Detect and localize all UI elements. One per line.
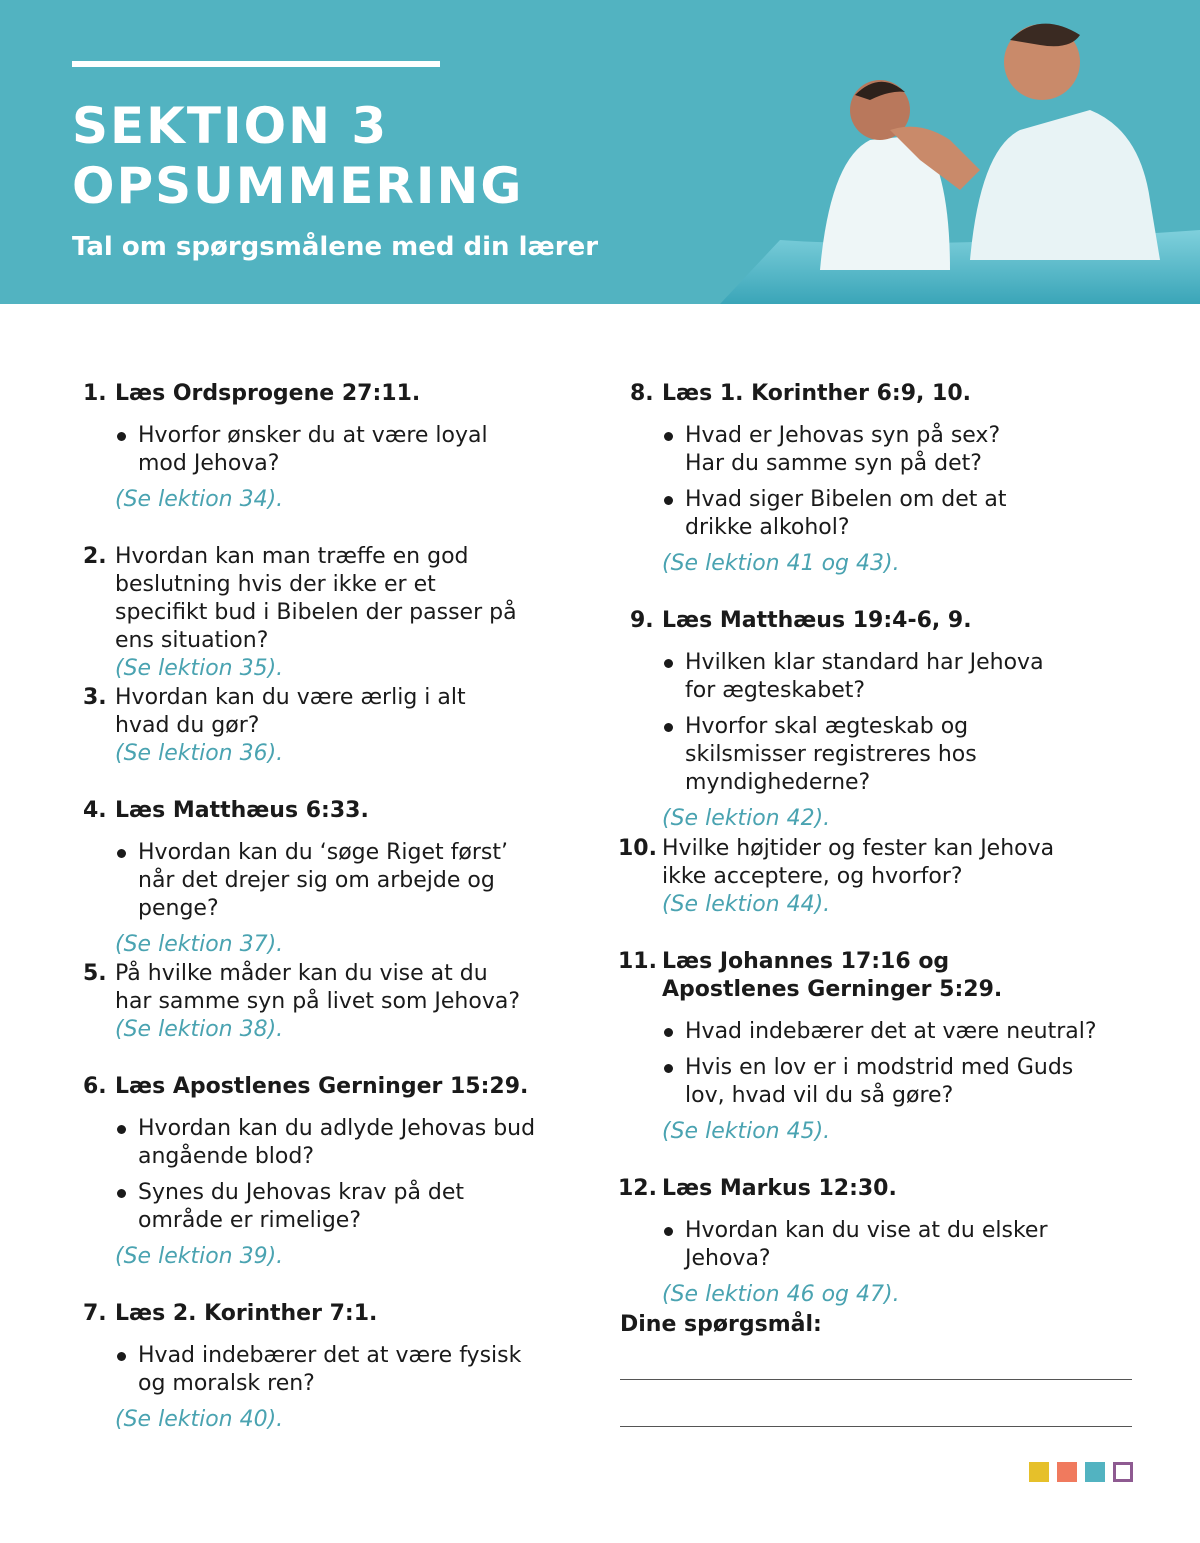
question-item	[83, 960, 523, 1044]
question-text: Hvordan kan man træffe en god beslutning hvis der ikke er et specifikt bud i Bibelen der passer på ens situation?	[115, 544, 517, 653]
question-bullet: Hvilken klar standard har Jehova for ægteskabet?	[662, 649, 1080, 705]
orange-square-icon	[1057, 1462, 1077, 1482]
question-item	[630, 380, 1070, 578]
question-number: 11.	[618, 949, 657, 974]
lesson-reference[interactable]: (Se lektion 41 og 43).	[662, 551, 900, 576]
question-heading: Læs Ordsprogene 27:11.	[115, 381, 421, 406]
question-number: 10.	[618, 836, 657, 861]
your-questions-label: Dine spørgsmål:	[620, 1312, 822, 1337]
question-number: 8.	[630, 381, 654, 406]
question-number: 9.	[630, 608, 654, 633]
question-number: 6.	[83, 1074, 107, 1099]
lesson-reference[interactable]: (Se lektion 34).	[115, 487, 284, 512]
answer-line[interactable]	[620, 1379, 1132, 1380]
question-item	[630, 607, 1080, 833]
baptism-illustration	[720, 0, 1200, 304]
question-heading: Læs 1. Korinther 6:9, 10.	[662, 381, 971, 406]
question-heading: Læs Apostlenes Gerninger 15:29.	[115, 1074, 529, 1099]
question-bullet: Synes du Jehovas krav på det område er rimelige?	[115, 1179, 553, 1235]
page-subtitle: Tal om spørgsmålene med din lærer	[72, 232, 599, 262]
question-item	[83, 1300, 543, 1434]
question-number: 4.	[83, 798, 107, 823]
question-number: 5.	[83, 961, 107, 986]
question-heading: Læs Matthæus 6:33.	[115, 798, 369, 823]
question-number: 1.	[83, 381, 107, 406]
question-number: 3.	[83, 685, 107, 710]
question-bullet: Hvad siger Bibelen om det at drikke alkohol?	[662, 486, 1070, 542]
yellow-square-icon	[1029, 1462, 1049, 1482]
question-bullet: Hvorfor skal ægteskab og skilsmisser registreres hos myndighederne?	[662, 713, 1080, 797]
question-text: På hvilke måder kan du vise at du har samme syn på livet som Jehova?	[115, 961, 521, 1014]
question-number: 7.	[83, 1301, 107, 1326]
question-bullet: Hvorfor ønsker du at være loyal mod Jehova?	[115, 422, 543, 478]
question-item	[83, 1073, 553, 1271]
question-heading: Læs Matthæus 19:4-6, 9.	[662, 608, 972, 633]
lesson-reference[interactable]: (Se lektion 38).	[115, 1017, 284, 1042]
question-item	[618, 835, 1098, 919]
outline-square-icon	[1113, 1462, 1133, 1482]
question-item	[83, 380, 543, 514]
lesson-reference[interactable]: (Se lektion 45).	[662, 1119, 831, 1144]
question-item	[83, 543, 523, 683]
section-header	[0, 0, 1200, 304]
answer-line[interactable]	[620, 1426, 1132, 1427]
question-text: Hvilke højtider og fester kan Jehova ikke acceptere, og hvorfor?	[662, 836, 1055, 889]
question-item	[618, 948, 1108, 1146]
question-number: 12.	[618, 1176, 657, 1201]
question-heading: Læs 2. Korinther 7:1.	[115, 1301, 378, 1326]
lesson-reference[interactable]: (Se lektion 44).	[662, 892, 831, 917]
teal-square-icon	[1085, 1462, 1105, 1482]
question-heading: Læs Johannes 17:16 og Apostlenes Gerninger 5:29.	[662, 949, 1003, 1002]
question-item	[83, 797, 543, 959]
question-bullet: Hvad er Jehovas syn på sex? Har du samme syn på det?	[662, 422, 1002, 478]
title-line-2: OPSUMMERING	[72, 157, 524, 215]
question-text: Hvordan kan du være ærlig i alt hvad du gør?	[115, 685, 466, 738]
question-bullet: Hvordan kan du vise at du elsker Jehova?	[662, 1217, 1138, 1273]
lesson-reference[interactable]: (Se lektion 39).	[115, 1244, 284, 1269]
lesson-reference[interactable]: (Se lektion 36).	[115, 741, 284, 766]
question-number: 2.	[83, 544, 107, 569]
title-line-1: SEKTION 3	[72, 97, 389, 155]
question-bullet: Hvordan kan du adlyde Jehovas bud angående blod?	[115, 1115, 553, 1171]
question-item	[618, 1175, 1138, 1309]
lesson-reference[interactable]: (Se lektion 35).	[115, 656, 284, 681]
question-bullet: Hvad indebærer det at være neutral?	[662, 1018, 1108, 1046]
header-rule	[72, 61, 440, 67]
lesson-reference[interactable]: (Se lektion 37).	[115, 932, 284, 957]
question-bullet: Hvis en lov er i modstrid med Guds lov, hvad vil du så gøre?	[662, 1054, 1108, 1110]
question-bullet: Hvad indebærer det at være fysisk og moralsk ren?	[115, 1342, 543, 1398]
lesson-reference[interactable]: (Se lektion 42).	[662, 806, 831, 831]
lesson-reference[interactable]: (Se lektion 46 og 47).	[662, 1282, 900, 1307]
page-title	[72, 96, 523, 216]
lesson-reference[interactable]: (Se lektion 40).	[115, 1407, 284, 1432]
question-item	[83, 684, 523, 768]
question-heading: Læs Markus 12:30.	[662, 1176, 897, 1201]
question-bullet: Hvordan kan du ‘søge Riget først’ når det drejer sig om arbejde og penge?	[115, 839, 543, 923]
